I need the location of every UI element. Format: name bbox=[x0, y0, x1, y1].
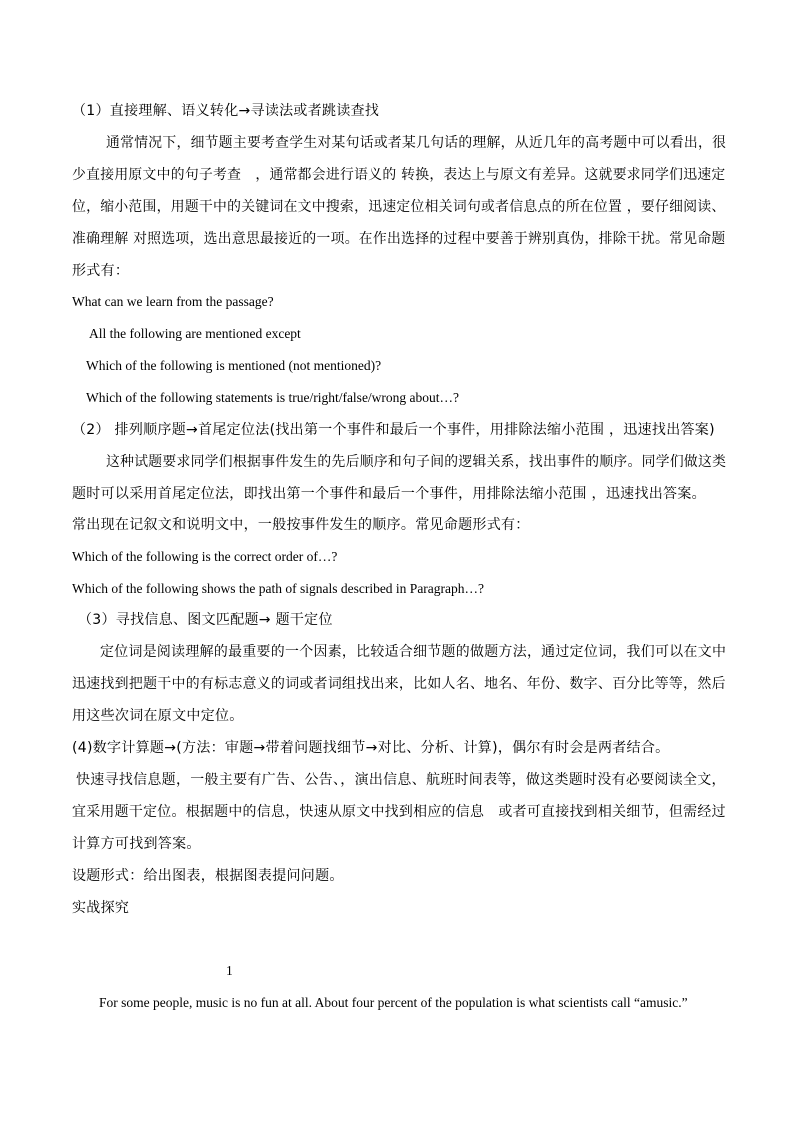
paragraph-1-line-1: 通常情况下，细节题主要考查学生对某句话或者某几句话的理解，从近几年的高考题中可以看出，很 bbox=[106, 135, 727, 151]
section-heading-practice: 实战探究 bbox=[72, 900, 130, 916]
paragraph-1-line-4: 准确理解 对照选项，选出意思最接近的一项。在作出选择的过程中要善于辨别真伪，排除干扰。常见命题 bbox=[72, 231, 726, 247]
paragraph-4-line-1: 快速寻找信息题，一般主要有广告、公告、，演出信息、航班时间表等，做这类题时没有必要阅读全文， bbox=[76, 772, 726, 788]
paragraph-4-line-2: 宜采用题干定位。根据题中的信息，快速从原文中找到相应的信息 或者可直接找到相关细节，但需经过 bbox=[72, 804, 726, 820]
paragraph-1-line-5: 形式有： bbox=[72, 263, 130, 279]
paragraph-3-line-3: 用这些次词在原文中定位。 bbox=[72, 708, 244, 724]
paragraph-1-line-2: 少直接用原文中的句子考查 ，通常都会进行语义的 转换，表达上与原文有差异。这就要求同学们迅速定 bbox=[72, 167, 726, 183]
paragraph-3-line-1: 定位词是阅读理解的最重要的一个因素，比较适合细节题的做题方法，通过定位词，我们可以在文中 bbox=[100, 644, 727, 660]
question-form-4: Which of the following statements is true/right/false/wrong about…? bbox=[86, 390, 460, 405]
question-form-3: Which of the following is mentioned (not mentioned)? bbox=[86, 358, 382, 373]
heading-2: （2） 排列顺序题→首尾定位法(找出第一个事件和最后一个事件，用排除法缩小范围 ，迅速找出答案) bbox=[72, 422, 715, 438]
question-form-2: All the following are mentioned except bbox=[89, 326, 301, 341]
paragraph-2-line-1: 这种试题要求同学们根据事件发生的先后顺序和句子间的逻辑关系，找出事件的顺序。同学们做这类 bbox=[106, 454, 727, 470]
question-form-5: Which of the following is the correct order of…? bbox=[72, 549, 338, 564]
paragraph-1-line-3: 位，缩小范围，用题干中的关键词在文中搜索，迅速定位相关词句或者信息点的所在位置 ，要仔细阅读、 bbox=[72, 199, 726, 215]
heading-1: （1）直接理解、语义转化→寻读法或者跳读查找 bbox=[72, 103, 380, 119]
question-form-1: What can we learn from the passage? bbox=[72, 294, 274, 309]
heading-4: (4)数字计算题→(方法：审题→带着问题找细节→对比、分析、计算)，偶尔有时会是两者结合。 bbox=[72, 740, 670, 756]
passage-first-line: For some people, music is no fun at all. About four percent of the population is what scientists call “amusic.” bbox=[99, 995, 688, 1010]
question-form-6: Which of the following shows the path of signals described in Paragraph…? bbox=[72, 581, 485, 596]
paragraph-4-line-3: 计算方可找到答案。 bbox=[72, 836, 201, 852]
heading-3: （3）寻找信息、图文匹配题→ 题干定位 bbox=[78, 612, 333, 628]
paragraph-2-line-2: 题时可以采用首尾定位法，即找出第一个事件和最后一个事件，用排除法缩小范围 ，迅速找出答案。 bbox=[72, 486, 706, 502]
passage-number: 1 bbox=[226, 963, 233, 978]
paragraph-2-line-3: 常出现在记叙文和说明文中，一般按事件发生的顺序。常见命题形式有： bbox=[72, 517, 530, 533]
paragraph-3-line-2: 迅速找到把题干中的有标志意义的词或者词组找出来，比如人名、地名、年份、数字、百分比等等，然后 bbox=[72, 676, 726, 692]
question-design-form: 设题形式：给出图表，根据图表提问问题。 bbox=[72, 868, 344, 884]
